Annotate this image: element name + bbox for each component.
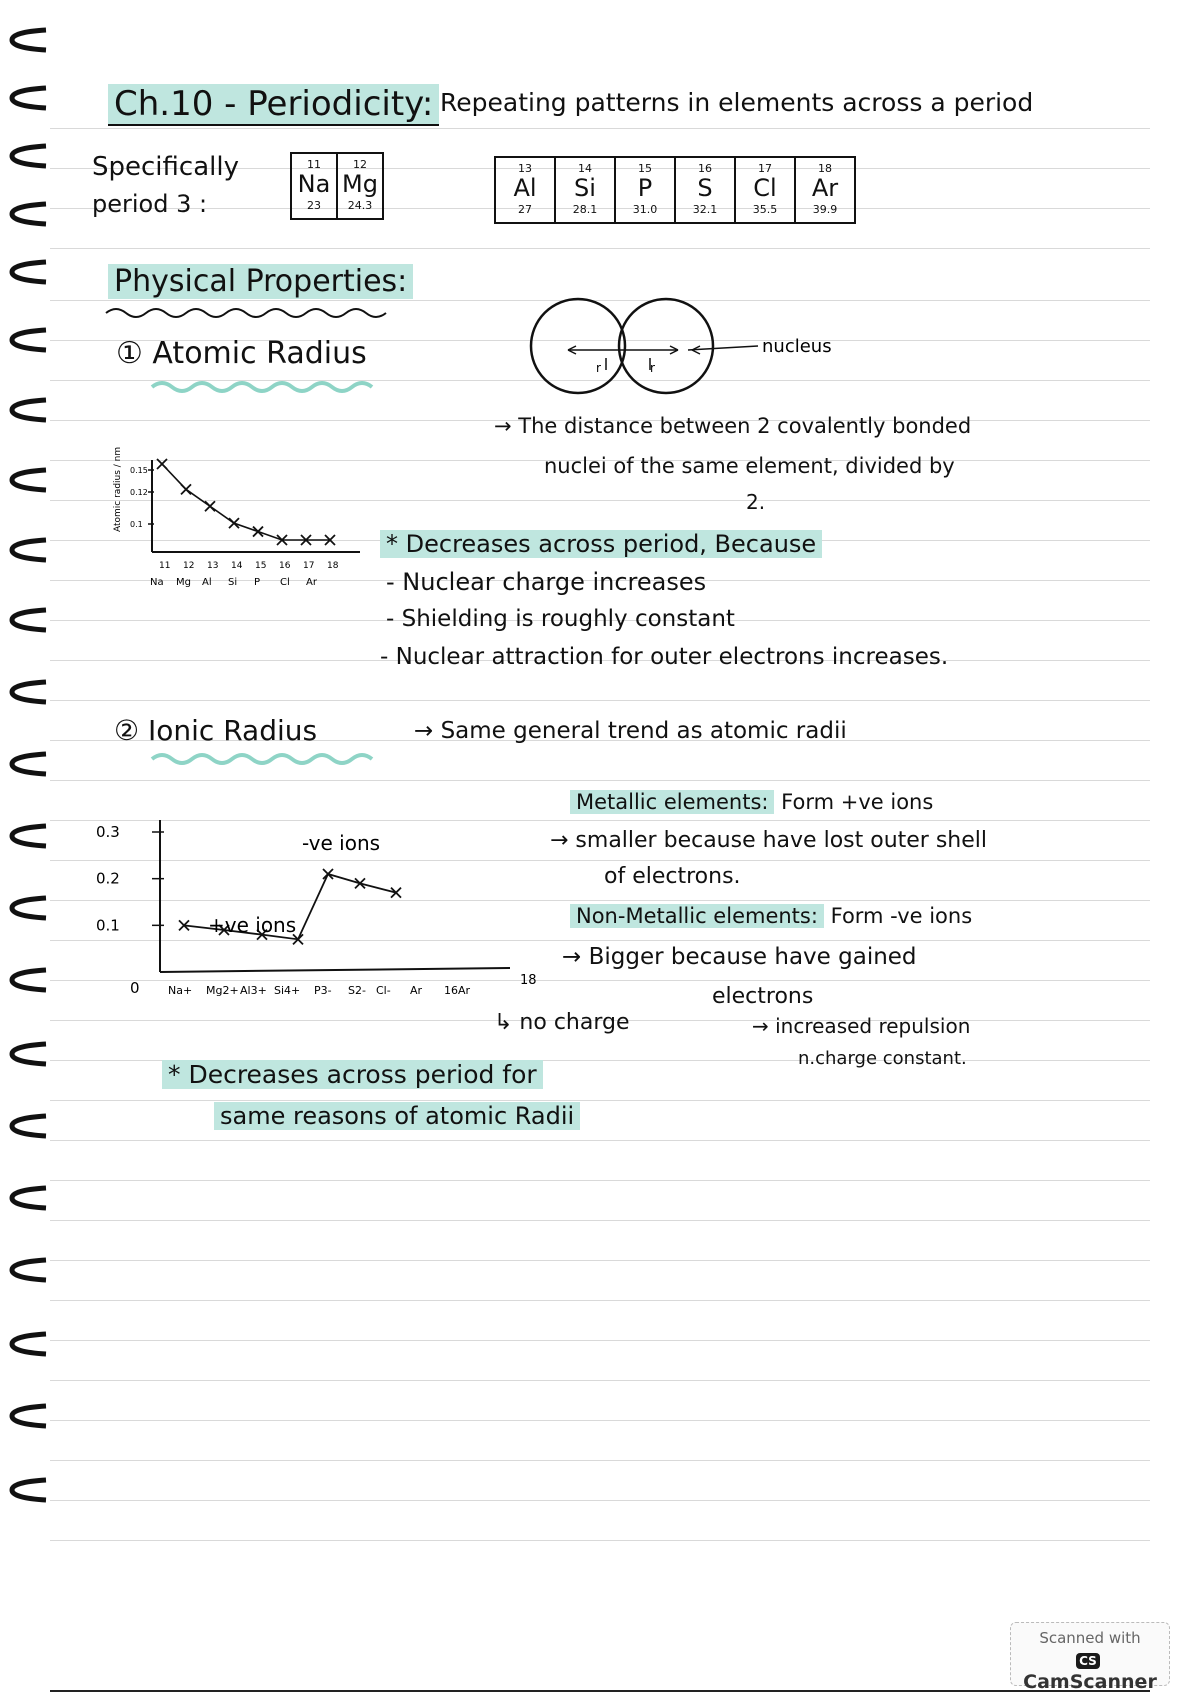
ruled-line [50, 1460, 1150, 1461]
chart1-x-category: Ar [306, 577, 317, 588]
scanner-line2 [1011, 1649, 1169, 1693]
element-symbol: Si [574, 174, 596, 202]
nonmetal-text: Form -ve ions [830, 904, 973, 928]
chart1-point [253, 527, 263, 537]
atomic-mass: 28.1 [572, 203, 598, 216]
ruled-line [50, 1380, 1150, 1381]
series-label-neg: -ve ions [302, 831, 381, 855]
chart2-x-category: Ar [410, 984, 423, 997]
chart1-series-line [162, 464, 330, 540]
chart2-y-tick: 0.3 [96, 823, 120, 841]
ruled-line [50, 1260, 1150, 1261]
element-symbol: Ar [811, 174, 839, 202]
atomic-mass: 24.3 [347, 199, 373, 212]
ruled-line [50, 128, 1150, 129]
atomic-mass: 39.9 [812, 203, 838, 216]
title-text: Ch.10 - Periodicity: [108, 84, 439, 126]
wavy-underline [150, 380, 390, 394]
chart1-x-category: Cl [280, 577, 290, 588]
ionic-heading-note: → Same general trend as atomic radii [414, 718, 847, 744]
chart1-y-tick: 0.15 [130, 466, 148, 475]
element-cell-na [292, 154, 338, 218]
ionic-conclusion-line-2 [214, 1102, 580, 1130]
element-table-group-1-2 [290, 152, 384, 220]
atomic-number: 16 [698, 162, 712, 175]
scanner-brand: CamScanner [1023, 1671, 1157, 1693]
definition-line-1: → The distance between 2 covalently bonded [494, 414, 972, 438]
camscanner-logo-icon: CS [1076, 1653, 1100, 1669]
page-bottom-edge [50, 1690, 1150, 1692]
atomic-number: 12 [353, 158, 367, 171]
radius-label-left: r [596, 361, 601, 375]
nonmetal-line-4: → increased repulsion [752, 1014, 971, 1038]
chart1-point [229, 518, 239, 528]
atomic-mass: 31.0 [632, 203, 658, 216]
conclusion-text: same reasons of atomic Radii [214, 1102, 580, 1130]
element-table-group-13-18 [494, 156, 856, 224]
chart1-x-category: Al [202, 577, 212, 588]
chart1-y-tick: 0.1 [130, 520, 143, 529]
ruled-line [50, 1540, 1150, 1541]
reason-3: - Nuclear attraction for outer electrons increases. [380, 644, 949, 670]
atomic-mass: 35.5 [752, 203, 778, 216]
chart1-y-tick: 0.12 [130, 488, 148, 497]
chart1-x-number: 14 [231, 561, 243, 571]
ionic-radius-chart [90, 800, 550, 1000]
nonmetal-title: Non-Metallic elements: [570, 904, 824, 928]
trend-text: * Decreases across period, Because [380, 530, 822, 558]
ruled-line [50, 1220, 1150, 1221]
element-cell-s [676, 158, 736, 222]
ruled-line [50, 1500, 1150, 1501]
reason-2: - Shielding is roughly constant [386, 606, 735, 632]
chart2-x-category: Mg2+ [206, 984, 239, 997]
chart1-x-category: Si [228, 577, 238, 588]
element-cell-ar [796, 158, 854, 222]
atomic-number: 17 [758, 162, 772, 175]
chart1-x-number: 12 [183, 561, 195, 571]
atomic-mass: 32.1 [692, 203, 718, 216]
heading-text: Physical Properties: [108, 264, 413, 299]
element-symbol: Cl [753, 174, 777, 202]
element-symbol: S [697, 174, 713, 202]
ruled-line [50, 248, 1150, 249]
chart2-x-category: Na+ [168, 984, 193, 997]
atomic-radius-heading: ① Atomic Radius [116, 336, 367, 371]
chart2-y-tick: 0.1 [96, 916, 120, 935]
chart1-x-number: 17 [303, 561, 315, 571]
covalent-radius-diagram [508, 296, 868, 396]
chart1-ylabel: Atomic radius / nm [113, 446, 123, 532]
x-extra-label: 18 [520, 973, 537, 988]
series-label-pos: +ve ions [208, 913, 297, 937]
page-title [108, 84, 439, 124]
chart1-x-category: Na [150, 577, 164, 588]
nonmetal-line-3: electrons [712, 984, 814, 1009]
element-symbol: Na [297, 170, 331, 198]
atomic-radius-chart [110, 440, 370, 610]
chart2-x-category: Si4+ [274, 984, 301, 997]
chart2-y-tick: 0.2 [96, 869, 120, 888]
chart2-x-category: P3- [314, 984, 332, 997]
element-cell-al [496, 158, 556, 222]
element-cell-mg [338, 154, 382, 218]
nonmetal-line-5: n.charge constant. [798, 1048, 967, 1069]
period-label-line1: Specifically [92, 152, 239, 182]
chart1-x-number: 15 [255, 561, 267, 571]
metallic-line-1 [570, 790, 933, 814]
radius-label-right: r [650, 361, 655, 375]
chart1-x-category: P [254, 577, 261, 588]
chart1-x-number: 18 [327, 561, 339, 571]
atomic-number: 18 [818, 162, 832, 175]
chart1-x-number: 13 [207, 561, 219, 571]
chart1-point [181, 484, 191, 494]
ruled-line [50, 1300, 1150, 1301]
chart2-x-category: S2- [348, 984, 366, 997]
element-cell-si [556, 158, 616, 222]
metallic-text: Form +ve ions [781, 790, 934, 814]
ionic-conclusion-line-1 [162, 1060, 543, 1089]
title-subtitle: Repeating patterns in elements across a period [440, 88, 1034, 117]
chart1-x-number: 16 [279, 561, 291, 571]
definition-line-2: nuclei of the same element, divided by [544, 454, 955, 478]
ionic-radius-heading: ② Ionic Radius [114, 714, 318, 747]
chart1-x-number: 11 [159, 561, 171, 571]
metallic-title: Metallic elements: [570, 790, 774, 814]
definition-line-3: 2. [746, 490, 766, 514]
element-symbol: Al [513, 174, 537, 202]
atomic-mass: 23 [307, 199, 321, 212]
chart1-point [205, 501, 215, 511]
chart2-point-neg-ion [323, 869, 333, 879]
physical-properties-heading [108, 264, 413, 299]
atomic-number: 15 [638, 162, 652, 175]
wavy-underline [104, 306, 404, 320]
atomic-number: 11 [307, 158, 321, 171]
ruled-line [50, 1340, 1150, 1341]
camscanner-watermark [1010, 1622, 1170, 1693]
metallic-line-3: of electrons. [604, 864, 741, 889]
chart1-point [157, 459, 167, 469]
scanner-line1: Scanned with [1039, 1629, 1141, 1647]
element-cell-cl [736, 158, 796, 222]
nonmetal-line-1 [570, 904, 972, 928]
atomic-number: 14 [578, 162, 592, 175]
chart2-x-axis [160, 968, 510, 972]
atomic-number: 13 [518, 162, 532, 175]
nonmetal-line-2: → Bigger because have gained [562, 944, 917, 970]
no-charge-note: ↳ no charge [494, 1010, 630, 1035]
ruled-line [50, 1100, 1150, 1101]
element-symbol: P [637, 174, 653, 202]
ruled-line [50, 1180, 1150, 1181]
conclusion-text: * Decreases across period for [162, 1060, 543, 1089]
chart2-y-tick: 0 [130, 979, 140, 997]
element-symbol: Mg [342, 170, 378, 198]
atomic-mass: 27 [518, 203, 532, 216]
atom-circle-left [531, 299, 625, 393]
ruled-line [50, 1420, 1150, 1421]
x-extra-label: 16Ar [444, 984, 471, 997]
period-label-line2: period 3 : [92, 190, 208, 218]
wavy-underline [150, 752, 390, 766]
ruled-line [50, 700, 1150, 701]
reason-1: - Nuclear charge increases [386, 568, 707, 596]
ruled-line [50, 780, 1150, 781]
atomic-trend-line [380, 530, 822, 558]
chart2-x-category: Al3+ [240, 984, 267, 997]
chart2-x-category: Cl- [376, 984, 391, 997]
ruled-line [50, 1140, 1150, 1141]
nucleus-label: nucleus [762, 336, 832, 357]
chart1-x-category: Mg [176, 577, 191, 588]
element-cell-p [616, 158, 676, 222]
metallic-line-2: → smaller because have lost outer shell [550, 828, 988, 853]
